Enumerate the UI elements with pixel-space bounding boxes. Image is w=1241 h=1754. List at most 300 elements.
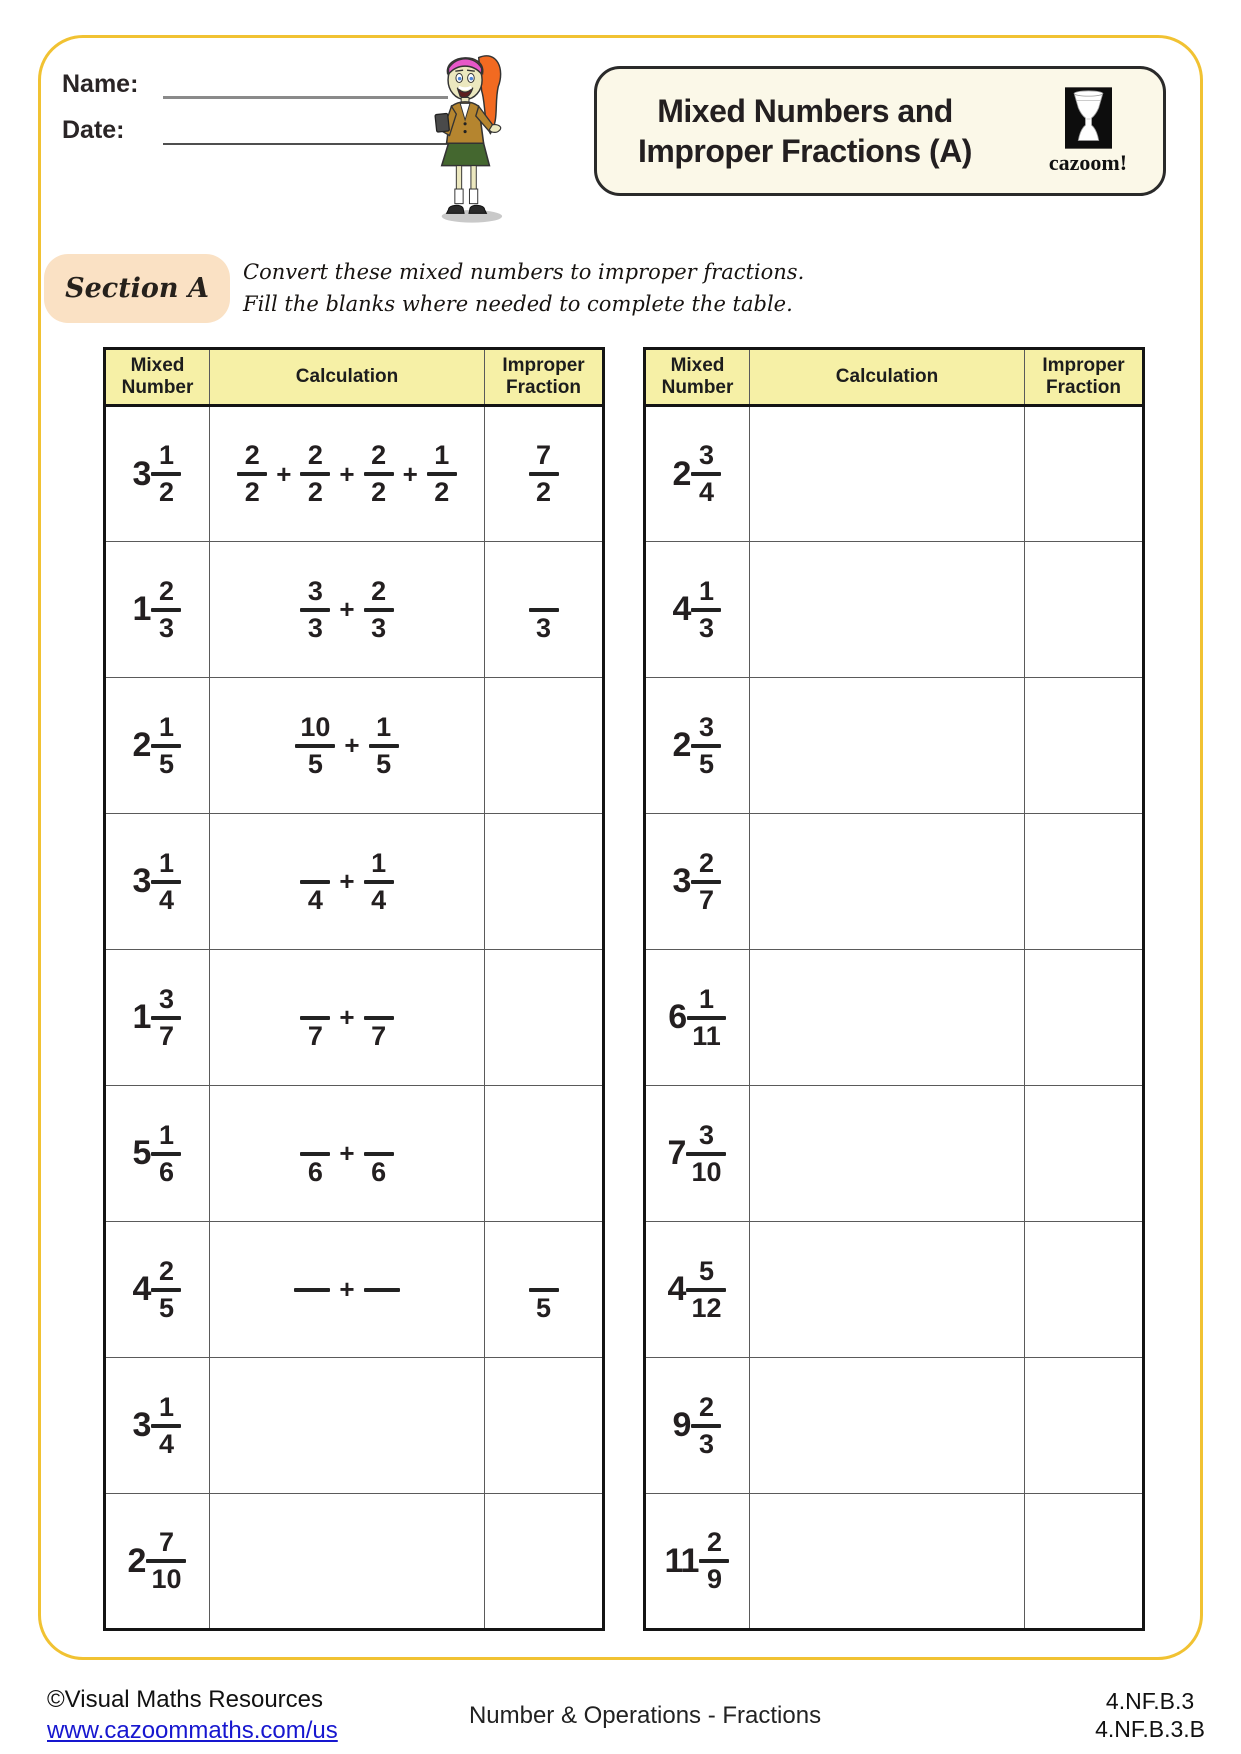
calculation-cell[interactable] <box>210 1086 485 1222</box>
fraction-numerator: 2 <box>371 575 387 606</box>
fraction-bar <box>364 1152 394 1156</box>
mixed-number <box>132 847 183 915</box>
column-header: Calculation <box>750 349 1025 406</box>
fraction-denominator: 4 <box>698 477 714 507</box>
table-row <box>105 1358 604 1494</box>
table-row <box>105 950 604 1086</box>
fraction-numerator: 2 <box>158 575 174 606</box>
mixed-number-cell <box>645 1358 750 1494</box>
fraction-numerator: 7 <box>535 440 552 470</box>
improper-fraction-cell[interactable] <box>485 1494 604 1630</box>
table-row <box>105 1086 604 1222</box>
improper-fraction-cell[interactable] <box>1025 1494 1144 1630</box>
fraction-bar <box>699 1559 729 1563</box>
improper-fraction-cell[interactable] <box>1025 406 1144 542</box>
mixed-number <box>132 1391 183 1459</box>
fraction-bar <box>427 472 457 476</box>
improper-fraction-cell[interactable] <box>1025 814 1144 950</box>
fraction <box>300 850 330 914</box>
mixed-number-cell <box>645 406 750 542</box>
fraction-denominator: 10 <box>691 1156 722 1187</box>
cazoom-logo <box>1013 87 1163 176</box>
whole-number: 3 <box>132 862 151 900</box>
whole-number: 2 <box>672 454 691 493</box>
calculation-cell[interactable] <box>210 950 485 1086</box>
mixed-number-cell <box>105 1222 210 1358</box>
fraction-denominator: 7 <box>158 1020 174 1051</box>
fraction-denominator: 4 <box>307 884 323 915</box>
fraction-numerator: 10 <box>300 711 331 742</box>
calculation-cell[interactable] <box>210 542 485 678</box>
mixed-number-cell <box>105 406 210 542</box>
fraction <box>369 711 399 779</box>
fraction <box>364 847 394 915</box>
fraction <box>295 711 335 779</box>
fraction-bar <box>300 1016 330 1020</box>
fraction <box>691 442 721 506</box>
cazoom-logo-text: cazoom! <box>1048 149 1128 175</box>
fraction-numerator <box>310 986 320 1013</box>
fraction <box>687 983 726 1051</box>
improper-fraction-cell[interactable] <box>485 406 604 542</box>
mixed-number-cell <box>105 678 210 814</box>
fraction <box>151 847 181 915</box>
fraction-denominator: 6 <box>158 1156 174 1187</box>
fraction-bar <box>151 744 181 748</box>
table-row <box>645 678 1144 814</box>
improper-fraction-cell[interactable] <box>1025 950 1144 1086</box>
calculation-cell[interactable] <box>750 1086 1025 1222</box>
table-row <box>105 406 604 542</box>
date-input-line[interactable] <box>163 117 448 145</box>
table-row <box>105 1494 604 1630</box>
section-a-label-text: Section A <box>65 273 209 304</box>
whole-number: 9 <box>672 1406 691 1444</box>
calculation-cell[interactable] <box>210 406 485 542</box>
calculation-cell[interactable] <box>750 1494 1025 1630</box>
mixed-number <box>132 983 183 1051</box>
improper-fraction-cell[interactable] <box>485 678 604 814</box>
fraction-denominator: 3 <box>158 612 174 643</box>
fraction <box>691 1391 721 1459</box>
improper-fraction-cell[interactable] <box>485 1358 604 1494</box>
fraction-denominator <box>307 1295 317 1322</box>
djembe-drum-icon <box>1065 87 1112 149</box>
calculation-cell[interactable] <box>210 814 485 950</box>
fraction <box>294 1258 330 1322</box>
table-row <box>105 1222 604 1358</box>
improper-fraction-cell[interactable] <box>485 1086 604 1222</box>
fraction <box>151 983 181 1051</box>
fraction-bar <box>364 472 394 476</box>
fraction <box>300 1122 330 1186</box>
improper-fraction-cell[interactable] <box>485 814 604 950</box>
fraction-bar <box>529 608 559 612</box>
fraction-bar <box>529 1288 559 1292</box>
fraction <box>364 1122 394 1186</box>
fraction-denominator: 5 <box>307 748 323 779</box>
header-row <box>645 349 1144 406</box>
footer-topic: Number & Operations - Fractions <box>468 1702 822 1729</box>
table-row <box>645 1494 1144 1630</box>
mixed-number <box>672 847 723 915</box>
mixed-number-cell <box>645 678 750 814</box>
fraction-numerator <box>539 1258 549 1285</box>
fraction <box>151 442 181 506</box>
copyright-text: ©Visual Maths Resources <box>47 1686 324 1713</box>
fraction-bar <box>300 472 330 476</box>
improper-fraction-cell[interactable] <box>1025 542 1144 678</box>
fraction-denominator: 3 <box>535 612 552 643</box>
fraction-denominator: 2 <box>371 477 387 507</box>
fraction-bar <box>294 1288 330 1292</box>
fraction <box>364 575 394 643</box>
fraction-bar <box>364 1016 394 1020</box>
mixed-number-cell <box>105 1494 210 1630</box>
fraction-denominator: 3 <box>698 1428 714 1459</box>
table-row <box>645 542 1144 678</box>
calculation-expression <box>294 711 399 779</box>
mixed-number <box>667 1255 728 1323</box>
fraction <box>686 1119 726 1187</box>
fraction <box>529 442 559 506</box>
fraction-denominator: 5 <box>535 1292 552 1323</box>
fraction-bar <box>295 744 335 748</box>
schoolgirl-illustration <box>418 42 518 227</box>
calculation-expression <box>299 1122 394 1186</box>
fraction-numerator: 1 <box>376 711 392 742</box>
fraction-bar <box>151 472 181 476</box>
fraction-bar <box>691 744 721 748</box>
whole-number: 4 <box>667 1270 686 1308</box>
calculation-cell[interactable] <box>750 814 1025 950</box>
whole-number: 2 <box>127 1541 146 1580</box>
fraction-numerator: 7 <box>158 1527 174 1557</box>
fraction <box>151 575 181 643</box>
mixed-number <box>672 575 723 643</box>
fraction-bar <box>364 1288 400 1292</box>
table-row <box>645 1086 1144 1222</box>
fraction-denominator: 11 <box>692 1020 721 1051</box>
fraction-numerator: 1 <box>371 847 387 878</box>
fraction-numerator: 3 <box>698 711 714 742</box>
fraction-numerator: 1 <box>158 711 174 742</box>
fraction-denominator: 2 <box>158 477 174 507</box>
calculation-cell[interactable] <box>750 406 1025 542</box>
mixed-number <box>132 711 183 779</box>
mixed-number <box>132 1119 183 1187</box>
fraction-denominator: 6 <box>307 1156 323 1187</box>
whole-number: 3 <box>132 454 151 493</box>
mixed-number-cell <box>105 950 210 1086</box>
mixed-number <box>667 1119 728 1187</box>
fraction <box>686 1255 726 1323</box>
fraction-denominator: 5 <box>376 748 392 779</box>
table-row <box>645 950 1144 1086</box>
fraction-bar <box>369 744 399 748</box>
fraction-bar <box>151 608 181 612</box>
fraction <box>146 1529 186 1593</box>
fraction <box>237 442 267 506</box>
mixed-number <box>673 442 723 506</box>
fraction-numerator: 3 <box>307 575 323 606</box>
mixed-number <box>128 1529 188 1593</box>
whole-number: 3 <box>132 1406 151 1444</box>
whole-number: 2 <box>132 726 151 764</box>
fraction-numerator <box>374 986 384 1013</box>
fraction-bar <box>687 1016 726 1020</box>
calculation-cell[interactable] <box>750 678 1025 814</box>
whole-number: 11 <box>664 1541 699 1580</box>
fraction-denominator: 7 <box>371 1020 387 1051</box>
calculation-cell[interactable] <box>210 678 485 814</box>
fraction-numerator: 2 <box>307 440 323 470</box>
fraction-denominator <box>377 1295 387 1322</box>
header-row <box>105 349 604 406</box>
calculation-expression <box>299 986 394 1050</box>
fraction-numerator: 2 <box>158 1255 174 1286</box>
calculation-cell[interactable] <box>750 1222 1025 1358</box>
fraction-bar <box>686 1152 726 1156</box>
whole-number: 5 <box>132 1134 151 1172</box>
whole-number: 6 <box>668 998 687 1036</box>
calculation-cell[interactable] <box>210 1358 485 1494</box>
mixed-number-cell <box>645 1494 750 1630</box>
calculation-cell[interactable] <box>750 1358 1025 1494</box>
fraction <box>427 442 457 506</box>
fraction-denominator: 10 <box>151 1564 182 1594</box>
column-header: Mixed Number <box>105 349 210 406</box>
calculation-cell[interactable] <box>210 1222 485 1358</box>
fraction <box>529 1258 559 1322</box>
fraction-numerator: 3 <box>698 440 714 470</box>
plus-sign: + <box>402 458 418 489</box>
improper-fraction-cell[interactable] <box>1025 1086 1144 1222</box>
fraction-denominator: 4 <box>371 884 387 915</box>
fraction-numerator: 2 <box>706 1527 722 1557</box>
fraction-denominator: 4 <box>158 1428 174 1459</box>
fraction-denominator: 2 <box>307 477 323 507</box>
fraction-bar <box>151 1288 181 1292</box>
instruction-line1: Convert these mixed numbers to improper fractions. <box>243 260 805 284</box>
column-header: Mixed Number <box>645 349 750 406</box>
calculation-expression <box>299 847 394 915</box>
fraction-numerator: 5 <box>698 1255 714 1286</box>
fraction <box>691 847 721 915</box>
fraction-denominator: 4 <box>158 884 174 915</box>
fraction-numerator: 1 <box>434 440 450 470</box>
fraction <box>529 578 559 642</box>
improper-fraction-cell[interactable] <box>485 1222 604 1358</box>
fraction-denominator: 6 <box>371 1156 387 1187</box>
fraction <box>300 442 330 506</box>
mixed-number-cell <box>645 1086 750 1222</box>
whole-number: 2 <box>672 726 691 764</box>
plus-sign: + <box>276 458 292 489</box>
fraction-denominator: 5 <box>698 748 714 779</box>
calculation-cell[interactable] <box>750 950 1025 1086</box>
fraction-numerator: 2 <box>698 1391 714 1422</box>
fraction-numerator: 2 <box>371 440 387 470</box>
plus-sign: + <box>339 1274 355 1304</box>
fraction-denominator: 5 <box>158 748 174 779</box>
fraction-denominator: 2 <box>535 477 552 507</box>
fraction-denominator: 3 <box>371 612 387 643</box>
fraction-bar <box>691 472 721 476</box>
fraction <box>151 711 181 779</box>
improper-fraction-cell[interactable] <box>1025 1358 1144 1494</box>
fraction-bar <box>364 608 394 612</box>
fraction-numerator <box>307 1258 317 1285</box>
fraction-numerator: 1 <box>158 1119 174 1150</box>
mixed-number-cell <box>645 814 750 950</box>
fraction-bar <box>151 880 181 884</box>
worksheet-title <box>597 91 1013 171</box>
fraction-denominator: 2 <box>434 477 450 507</box>
date-label: Date: <box>62 116 125 144</box>
plus-sign: + <box>339 458 355 489</box>
mixed-number-cell <box>105 542 210 678</box>
fraction-numerator <box>310 1122 320 1149</box>
fraction <box>699 1529 729 1593</box>
improper-fraction-cell[interactable] <box>485 542 604 678</box>
fraction <box>151 1391 181 1459</box>
standard-code-1: 4.NF.B.3 <box>1105 1688 1195 1714</box>
table-row <box>645 1222 1144 1358</box>
footer-left <box>47 1686 338 1746</box>
table-row <box>645 406 1144 542</box>
mixed-number-cell <box>645 1222 750 1358</box>
worksheet-title-line1: Mixed Numbers and <box>657 93 953 129</box>
instructions <box>243 257 804 320</box>
calculation-expression <box>293 1258 400 1322</box>
fraction-numerator: 1 <box>698 575 714 606</box>
plus-sign: + <box>339 594 355 624</box>
plus-sign: + <box>344 730 360 760</box>
fraction <box>691 711 721 779</box>
whole-number: 1 <box>132 998 151 1036</box>
date-row <box>62 116 448 145</box>
instruction-line2: Fill the blanks where needed to complete the table. <box>243 291 793 316</box>
fraction-numerator <box>377 1258 387 1285</box>
worksheet-title-line2: Improper Fractions (A) <box>638 133 972 169</box>
whole-number: 4 <box>132 1270 151 1308</box>
mixed-number-cell <box>105 1086 210 1222</box>
calculation-cell[interactable] <box>210 1494 485 1630</box>
fractions-table-right <box>643 347 1145 1631</box>
name-row <box>62 70 448 99</box>
fraction <box>151 1255 181 1323</box>
fraction-numerator: 1 <box>158 1391 174 1422</box>
table-row <box>645 1358 1144 1494</box>
mixed-number <box>132 1255 183 1323</box>
fraction-denominator: 7 <box>307 1020 323 1051</box>
improper-fraction-cell[interactable] <box>485 950 604 1086</box>
fraction-numerator <box>310 850 320 877</box>
mixed-number-cell <box>105 1358 210 1494</box>
fraction-bar <box>237 472 267 476</box>
column-header: Improper Fraction <box>1025 349 1144 406</box>
fraction <box>300 575 330 643</box>
fraction-denominator: 12 <box>691 1292 722 1323</box>
whole-number: 7 <box>667 1134 686 1172</box>
whole-number: 3 <box>672 862 691 900</box>
website-link[interactable]: www.cazoommaths.com/us <box>47 1716 338 1744</box>
fraction-bar <box>691 880 721 884</box>
mixed-number-cell <box>645 542 750 678</box>
whole-number: 4 <box>672 590 691 628</box>
calculation-cell[interactable] <box>750 542 1025 678</box>
fraction-denominator: 9 <box>706 1564 722 1594</box>
fraction-bar <box>151 1152 181 1156</box>
fraction-bar <box>151 1424 181 1428</box>
fraction-numerator: 2 <box>698 847 714 878</box>
improper-fraction-cell[interactable] <box>1025 1222 1144 1358</box>
calculation-expression <box>236 442 458 506</box>
fraction-bar <box>300 880 330 884</box>
fraction-bar <box>691 1424 721 1428</box>
fraction-bar <box>151 1016 181 1020</box>
column-header: Improper Fraction <box>485 349 604 406</box>
fraction-numerator: 1 <box>698 983 714 1014</box>
fraction-denominator: 3 <box>698 612 714 643</box>
plus-sign: + <box>339 1002 355 1032</box>
mixed-number <box>132 575 183 643</box>
fraction <box>300 986 330 1050</box>
table-row <box>645 814 1144 950</box>
standard-code-2: 4.NF.B.3.B <box>1095 1716 1205 1743</box>
plus-sign: + <box>339 866 355 896</box>
column-header: Calculation <box>210 349 485 406</box>
mixed-number <box>672 1391 723 1459</box>
whole-number: 1 <box>132 590 151 628</box>
section-a-label <box>44 254 230 323</box>
fraction-numerator: 3 <box>698 1119 714 1150</box>
mixed-number-cell <box>645 950 750 1086</box>
fraction <box>364 442 394 506</box>
fractions-table-left <box>103 347 605 1631</box>
fraction-denominator: 7 <box>698 884 714 915</box>
name-date-block <box>62 70 448 162</box>
fraction <box>151 1119 181 1187</box>
table-row <box>105 678 604 814</box>
fraction-numerator: 1 <box>158 440 174 470</box>
mixed-number <box>665 1529 731 1593</box>
fraction <box>691 575 721 643</box>
standards-block <box>1095 1687 1205 1743</box>
fraction-numerator <box>539 578 549 605</box>
fraction-numerator: 3 <box>158 983 174 1014</box>
mixed-number-cell <box>105 814 210 950</box>
name-label: Name: <box>62 70 139 98</box>
table-row <box>105 814 604 950</box>
fraction <box>364 1258 400 1322</box>
calculation-expression <box>299 575 394 643</box>
mixed-number <box>668 983 726 1051</box>
fraction-bar <box>691 608 721 612</box>
fraction-bar <box>364 880 394 884</box>
table-row <box>105 542 604 678</box>
mixed-number <box>133 442 183 506</box>
name-input-line[interactable] <box>163 71 448 99</box>
fraction-bar <box>529 472 559 476</box>
fraction-numerator: 1 <box>158 847 174 878</box>
fraction-denominator: 2 <box>244 477 260 507</box>
fraction-denominator: 5 <box>158 1292 174 1323</box>
fraction-bar <box>300 608 330 612</box>
improper-fraction-cell[interactable] <box>1025 678 1144 814</box>
fraction-bar <box>146 1559 186 1563</box>
